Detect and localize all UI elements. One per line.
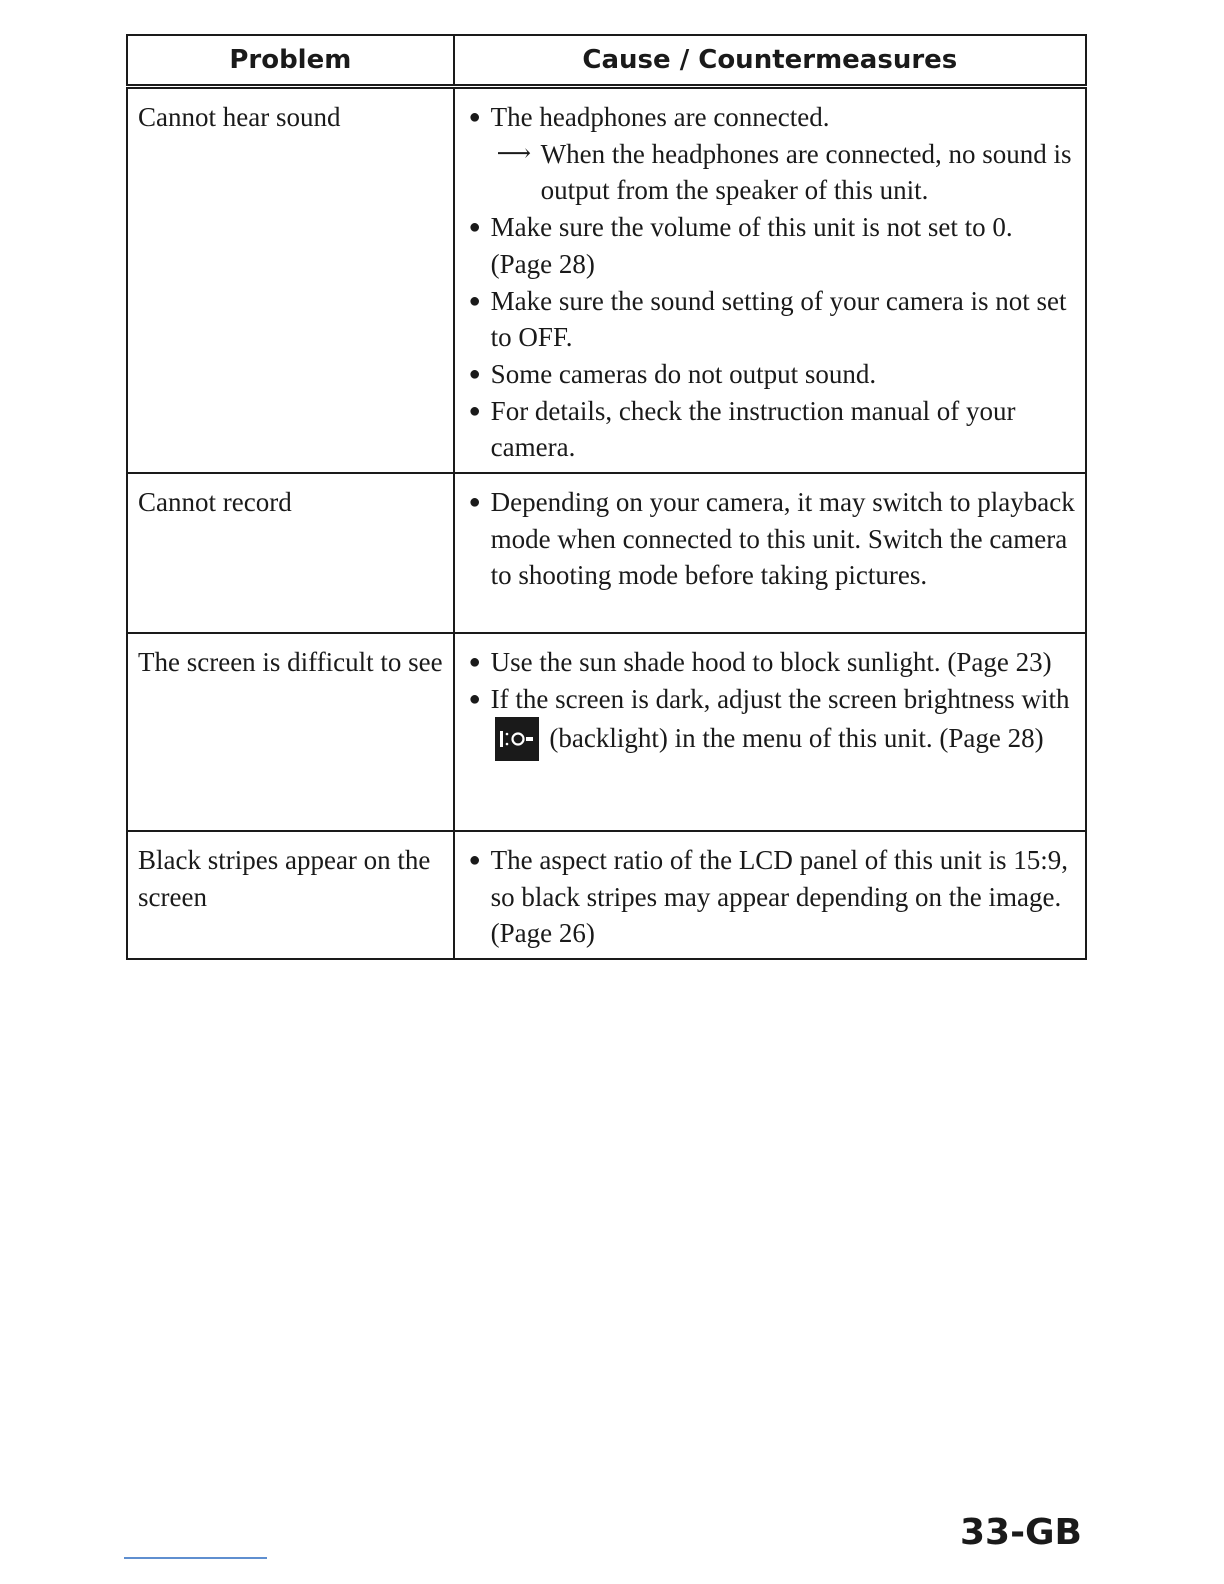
backlight-icon-glyph <box>499 729 535 749</box>
list-item <box>468 393 1075 466</box>
cause-list <box>465 842 1075 952</box>
table-row <box>127 87 1086 474</box>
header-cause: Cause / Countermeasures <box>454 35 1086 87</box>
bullet-icon: ● <box>468 849 481 872</box>
troubleshooting-table <box>126 34 1087 960</box>
cause-text-before-icon: If the screen is dark, adjust the screen brightness with <box>490 683 1070 714</box>
cause-cell <box>454 831 1086 959</box>
table-row <box>127 633 1086 831</box>
cause-cell <box>454 473 1086 633</box>
sub-note <box>491 136 1075 209</box>
cause-cell <box>454 633 1086 831</box>
table-row <box>127 831 1086 959</box>
sub-note-text: When the headphones are connected, no sound is output from the speaker of this unit. <box>540 138 1072 206</box>
problem-cell <box>127 633 454 831</box>
bullet-icon: ● <box>468 687 481 710</box>
list-item <box>468 842 1075 952</box>
problem-cell <box>127 473 454 633</box>
table-row <box>127 473 1086 633</box>
cause-text: Make sure the volume of this unit is not set to 0. (Page 28) <box>490 212 1013 279</box>
problem-text: Cannot hear sound <box>138 102 341 132</box>
problem-text: The screen is difficult to see <box>138 647 443 678</box>
bullet-icon: ● <box>468 106 481 128</box>
problem-text: Cannot record <box>138 487 292 518</box>
problem-cell <box>127 87 454 474</box>
arrow-right-icon: ⟶ <box>496 140 532 167</box>
list-item <box>468 209 1075 282</box>
footer-rule <box>124 1557 267 1559</box>
cause-text: Some cameras do not output sound. <box>490 358 877 389</box>
cause-text-after-icon: (backlight) in the menu of this unit. (Page 28) <box>549 723 1044 754</box>
page-number: 33-GB <box>959 1512 1082 1553</box>
list-item <box>468 484 1075 594</box>
bullet-icon: ● <box>468 289 481 312</box>
list-item <box>468 681 1075 762</box>
bullet-icon: ● <box>468 216 481 239</box>
cause-text: The aspect ratio of the LCD panel of this unit is 15:9, so black stripes may appear depending on the image. (Page 26) <box>490 845 1069 949</box>
bullet-icon: ● <box>468 651 481 674</box>
cause-list <box>465 484 1075 594</box>
list-item <box>468 99 1075 209</box>
problem-text: Black stripes appear on the screen <box>138 845 431 912</box>
cause-list <box>465 99 1075 466</box>
list-item <box>468 283 1075 356</box>
cause-text: Make sure the sound setting of your camera is not set to OFF. <box>490 285 1067 353</box>
cause-text: Use the sun shade hood to block sunlight. (Page 23) <box>490 647 1052 678</box>
cause-text: The headphones are connected. <box>490 102 830 132</box>
header-problem: Problem <box>127 35 454 87</box>
bullet-icon: ● <box>468 399 481 422</box>
cause-list <box>465 644 1075 761</box>
cause-text: Depending on your camera, it may switch to playback mode when connected to this unit. Switch the camera to shooting mode before taking pictures. <box>490 487 1075 591</box>
backlight-icon <box>495 717 539 761</box>
bullet-icon: ● <box>468 362 481 385</box>
table-header-row <box>127 35 1086 87</box>
cause-text: For details, check the instruction manual of your camera. <box>490 395 1016 463</box>
cause-cell <box>454 87 1086 474</box>
list-item <box>468 644 1075 681</box>
problem-cell <box>127 831 454 959</box>
bullet-icon: ● <box>468 491 481 514</box>
list-item <box>468 356 1075 393</box>
